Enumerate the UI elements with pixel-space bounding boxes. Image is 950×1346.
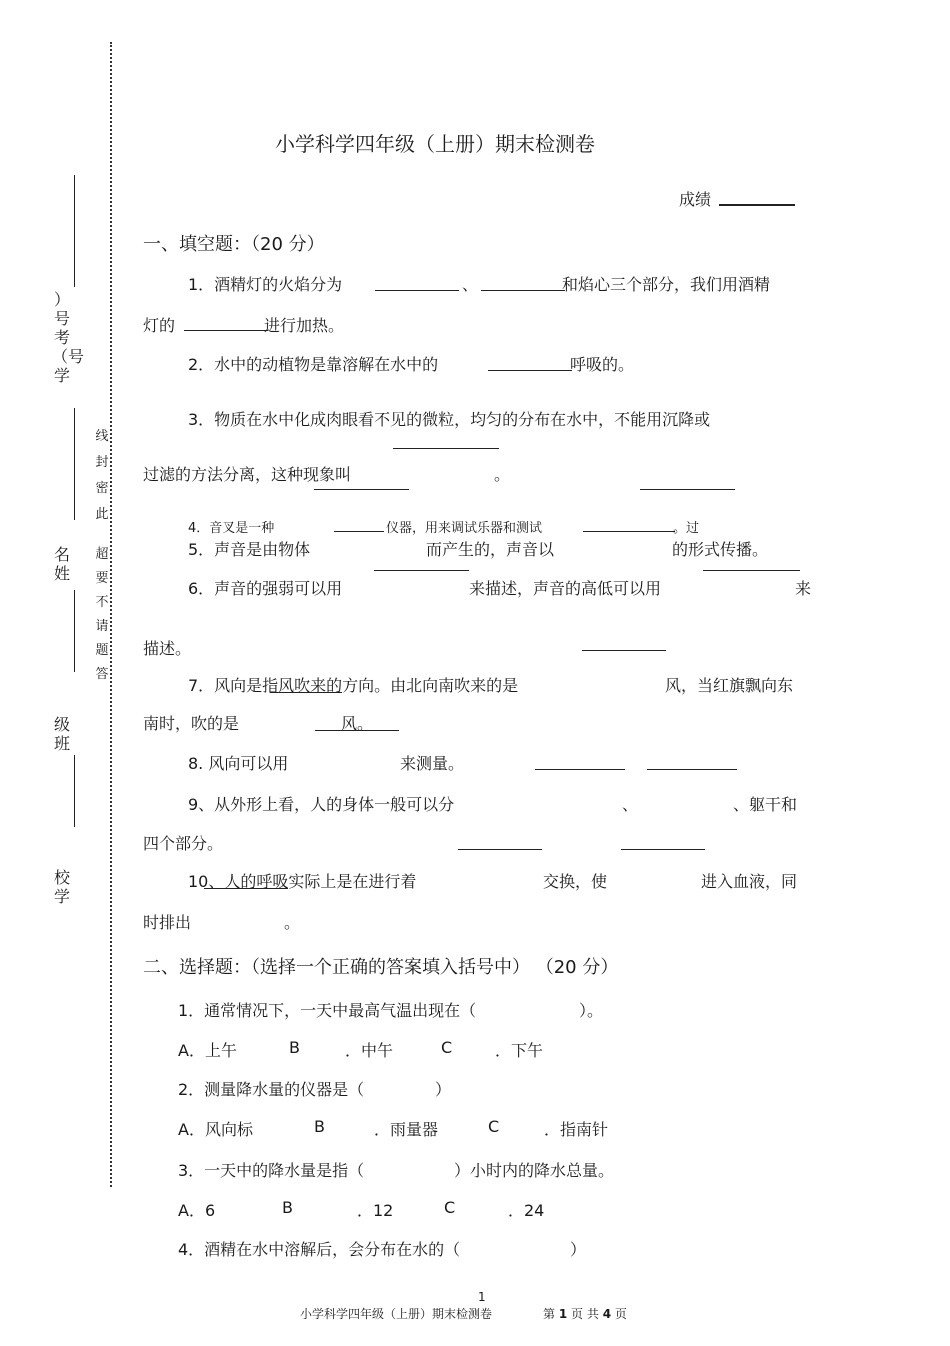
q5-blank-2[interactable] [703,570,800,571]
q1-text: 1．酒精灯的火焰分为 [188,275,343,294]
c2-option-b-letter: B [314,1117,325,1136]
margin-line [74,590,75,672]
score-blank[interactable] [719,204,795,206]
q2-text: 2．水中的动植物是靠溶解在水中的 [188,355,439,374]
q9-blank-2[interactable] [647,769,737,770]
q1-text-2: 和焰心三个部分，我们用酒精 [562,275,771,294]
q7-text-2: 风，当红旗飘向东 [665,676,794,695]
q7-text-3: 南时，吹的是 [143,714,240,733]
c4-question: 4．酒精在水中溶解后，会分布在水的（ [178,1240,461,1259]
q1-separator: 、 [462,275,479,294]
q8-text-2: 来测量。 [400,754,465,773]
q10-text-3: 进入血液，同 [701,872,798,891]
q10-underline [204,888,288,889]
binding-dotted-line [110,42,112,1187]
c1-option-b: ．中午 [345,1041,394,1060]
section1-heading: 一、填空题：（20 分） [143,234,325,255]
q3-blank[interactable] [393,448,499,449]
q10-text-2: 交换，使 [543,872,608,891]
q10-blank-1[interactable] [458,849,542,850]
q9-text-4: 四个部分。 [143,834,224,853]
name-label: 名姓 [53,545,70,583]
q6-text-2: 来描述，声音的高低可以用 [469,579,662,598]
q10-text: 10、人的呼吸实际上是在进行着 [188,872,417,891]
q10-text-5: 。 [284,913,301,932]
q9-text-2: 、 [622,795,639,814]
q4-blank-4[interactable] [583,531,675,532]
q7-text-4: 风。 [341,714,374,733]
q1-text-3: 灯的 [143,316,176,335]
c1-option-c-letter: C [441,1038,453,1057]
score-label: 成绩 [679,190,712,209]
q5-text: 5．声音是由物体 [188,540,311,559]
footer-page-info [543,1305,627,1322]
seal-line-note: 线封密此 [95,429,109,522]
footer-page-suffix: 页 [614,1307,627,1321]
q4-text: 4．音叉是一种 [188,521,275,536]
margin-line [74,755,75,827]
c2-option-a: A．风向标 [178,1120,253,1139]
c3-option-b-letter: B [282,1198,293,1217]
c1-option-b-letter: B [289,1038,300,1057]
q6-text: 6．声音的强弱可以用 [188,579,343,598]
q3-text-3: 。 [494,465,511,484]
c2-option-c-letter: C [488,1117,500,1136]
q9-text-3: 、躯干和 [733,795,798,814]
q10-text-4: 时排出 [143,913,192,932]
q4-text-3: 。过 [673,521,700,536]
q5-blank-1[interactable] [374,570,469,571]
exam-number-label: ）号考（号学 [52,290,85,385]
c3-question-end: ）小时内的降水总量。 [454,1161,615,1180]
q10-blank-2[interactable] [621,849,705,850]
q4-text-2: 仪器，用来调试乐器和测试 [386,521,543,536]
class-label: 级班 [53,715,70,753]
q8-text: 8. 风向可以用 [188,754,289,773]
q1-blank-1[interactable] [375,290,459,291]
c1-question: 1．通常情况下，一天中最高气温出现在（ [178,1001,477,1020]
q9-text: 9、从外形上看，人的身体一般可以分 [188,795,455,814]
q6-blank[interactable] [582,650,666,651]
c3-question: 3．一天中的降水量是指（ [178,1161,365,1180]
c4-question-end: ） [570,1240,587,1259]
c2-option-c: ．指南针 [544,1120,609,1139]
q7-text: 7．风向是指风吹来的方向。由北向南吹来的是 [188,676,519,695]
footer-page-current: 1 [558,1307,568,1321]
q1-text-4: 进行加热。 [264,316,345,335]
q3-text: 3．物质在水中化成肉眼看不见的微粒，均匀的分布在水中，不能用沉降或 [188,410,711,429]
q6-text-4: 描述。 [143,639,192,658]
c1-option-a: A．上午 [178,1041,237,1060]
page-title: 小学科学四年级（上册）期末检测卷 [275,132,595,156]
q5-text-3: 的形式传播。 [672,540,769,559]
q4-blank-2[interactable] [640,489,735,490]
c3-option-c: ．24 [508,1201,545,1220]
footer-title: 小学科学四年级（上册）期末检测卷 [300,1307,493,1321]
q9-blank-1[interactable] [535,769,625,770]
q7-underline [270,692,342,693]
q1-blank-3[interactable] [184,330,268,331]
c1-option-c: ．下午 [495,1041,544,1060]
no-answer-note: 超要不请题答 [95,547,109,682]
q1-blank-2[interactable] [481,290,565,291]
section2-heading: 二、选择题：（选择一个正确的答案填入括号中） （20 分） [143,957,619,978]
c3-option-a: A．6 [178,1201,216,1220]
c3-option-c-letter: C [444,1198,456,1217]
q6-text-3: 来 [795,579,812,598]
q4-blank-1[interactable] [314,489,409,490]
c1-question-end: ）。 [579,1001,604,1020]
school-label: 校学 [53,868,70,906]
q3-text-2: 过滤的方法分离，这种现象叫 [143,465,352,484]
q2-blank[interactable] [488,370,572,371]
q5-text-2: 而产生的，声音以 [426,540,555,559]
c2-question-end: ） [435,1080,452,1099]
c2-question: 2．测量降水量的仪器是（ [178,1080,365,1099]
q7-blank[interactable] [315,730,399,731]
footer-page-number: 1 [478,1290,486,1304]
footer-page-total: 4 [602,1307,612,1321]
footer-page-mid: 页 共 [571,1307,599,1321]
margin-line [74,408,75,520]
q2-text-2: 呼吸的。 [570,355,635,374]
margin-line [74,175,75,287]
q4-blank-3[interactable] [334,531,384,532]
c3-option-b: ．12 [357,1201,394,1220]
c2-option-b: ．雨量器 [374,1120,439,1139]
footer-page-prefix: 第 [543,1307,556,1321]
